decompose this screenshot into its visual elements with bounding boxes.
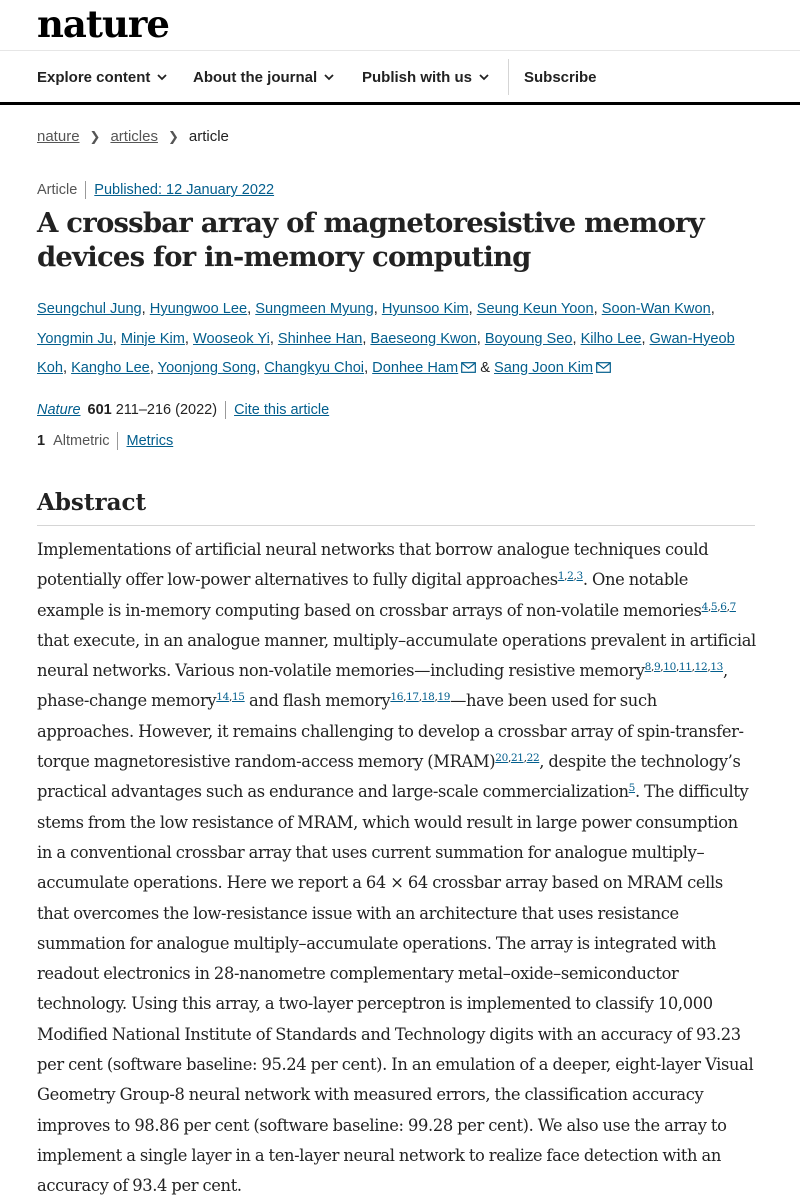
reference-link[interactable]: 22 bbox=[526, 752, 540, 765]
altmetric-count: 1 bbox=[37, 433, 46, 449]
breadcrumb-current: article bbox=[188, 128, 229, 145]
reference-link[interactable]: 3 bbox=[576, 570, 583, 583]
author-link[interactable]: Changkyu Choi bbox=[264, 360, 365, 376]
nav-explore-content[interactable] bbox=[37, 51, 168, 103]
article-title: A crossbar array of magnetoresistive memory devices for in-memory computing bbox=[37, 207, 704, 273]
reference-link[interactable]: 1 bbox=[557, 570, 565, 583]
reference-link[interactable]: 14 bbox=[216, 691, 229, 704]
author-link[interactable]: Hyungwoo Lee bbox=[149, 301, 248, 317]
cite-article-link[interactable]: Cite this article bbox=[234, 402, 330, 418]
reference-link[interactable]: 12 bbox=[694, 661, 708, 674]
meta-divider bbox=[117, 432, 118, 450]
breadcrumb-home[interactable]: nature bbox=[37, 128, 80, 145]
abstract-text: —have been used for such approaches. However, it remains challenging to develop a crossbar array of spin-transfer-torque magnetoresistive random-access memory (MRAM) bbox=[37, 691, 744, 772]
nature-logo[interactable]: nature bbox=[37, 2, 169, 46]
chevron-right-icon: ❯ bbox=[167, 128, 179, 144]
subscribe-label: Subscribe bbox=[524, 68, 597, 86]
nav-publish-with-us[interactable] bbox=[362, 51, 490, 103]
published-date-link[interactable]: Published: 12 January 2022 bbox=[94, 182, 275, 198]
pages: 211–216 (2022) bbox=[115, 402, 218, 418]
author-link[interactable]: Boyoung Seo bbox=[484, 330, 573, 347]
altmetric-label: Altmetric bbox=[53, 433, 110, 449]
author-link[interactable]: Baeseong Kwon bbox=[370, 330, 477, 347]
author-list: Seungchul Jung, Hyungwoo Lee, Sungmeen Myung, Hyunsoo Kim, Seung Keun Yoon, Soon-Wan Kwon, Yongmin Ju, Minje Kim, Wooseok Yi, Shinhee Han, Baeseong Kwon, Boyoung Seo, Kilho Lee, Gwan-Hyeob Koh, Kangho Lee, Yoonjong Song, Changkyu Choi, Donhee Ham & Sang Joon Kim bbox=[37, 301, 735, 376]
author-link[interactable]: Sang Joon Kim bbox=[494, 360, 594, 376]
author-link[interactable]: Wooseok Yi bbox=[193, 330, 270, 347]
reference-link[interactable]: 10 bbox=[663, 661, 676, 674]
reference-link[interactable]: 20 bbox=[495, 752, 508, 765]
abstract-text: , despite the technology’s practical advantages such as endurance and large-scale commercialization bbox=[37, 752, 741, 802]
citation-line bbox=[37, 401, 329, 419]
author-link[interactable]: Sungmeen Myung bbox=[255, 301, 374, 317]
meta-divider bbox=[225, 401, 226, 419]
mail-icon[interactable] bbox=[596, 362, 611, 373]
divider bbox=[37, 525, 755, 526]
reference-link[interactable]: 11 bbox=[678, 661, 692, 674]
reference-link[interactable]: 5 bbox=[710, 600, 718, 613]
mail-icon[interactable] bbox=[461, 362, 476, 373]
reference-link[interactable]: 16 bbox=[390, 691, 404, 704]
reference-link[interactable]: 15 bbox=[231, 691, 245, 704]
abstract-text: , phase-change memory bbox=[37, 661, 728, 711]
reference-link[interactable]: 7 bbox=[729, 600, 736, 613]
metrics-link[interactable]: Metrics bbox=[126, 433, 174, 449]
reference-link[interactable]: 6 bbox=[720, 600, 727, 613]
author-link[interactable]: Seungchul Jung bbox=[37, 301, 142, 317]
author-link[interactable]: Minje Kim bbox=[120, 330, 185, 347]
author-link[interactable]: Yongmin Ju bbox=[37, 330, 113, 347]
abstract-text: that execute, in an analogue manner, multiply–accumulate operations prevalent in artificial neural networks. Various non-volatile memories—including resistive memory bbox=[37, 630, 756, 681]
author-link[interactable]: Shinhee Han bbox=[277, 330, 363, 347]
author-link[interactable]: Seung Keun Yoon bbox=[476, 301, 594, 317]
reference-group: 8,9,10,11,12,13 bbox=[644, 661, 723, 674]
reference-link[interactable]: 17 bbox=[406, 691, 419, 704]
abstract-text: and flash memory bbox=[244, 691, 391, 711]
reference-link[interactable]: 19 bbox=[437, 691, 451, 704]
article-type: Article bbox=[37, 182, 78, 198]
reference-link[interactable]: 2 bbox=[567, 570, 574, 583]
breadcrumb-articles[interactable]: articles bbox=[110, 128, 158, 145]
subscribe-link[interactable] bbox=[524, 51, 597, 103]
chevron-down-icon bbox=[323, 71, 335, 83]
reference-link[interactable]: 9 bbox=[653, 661, 661, 674]
author-link[interactable]: Kangho Lee bbox=[71, 360, 150, 376]
abstract-body bbox=[37, 535, 757, 1195]
author-link[interactable]: Hyunsoo Kim bbox=[381, 301, 469, 317]
reference-link[interactable]: 18 bbox=[421, 691, 435, 704]
author-link[interactable]: Soon-Wan Kwon bbox=[601, 301, 711, 317]
reference-group: 1,2,3 bbox=[557, 570, 583, 583]
reference-group: 20,21,22 bbox=[495, 752, 540, 765]
author-and: & bbox=[480, 360, 490, 376]
chevron-down-icon bbox=[478, 71, 490, 83]
reference-group: 4,5,6,7 bbox=[701, 600, 736, 613]
author-link[interactable]: Donhee Ham bbox=[372, 360, 459, 376]
reference-link[interactable]: 8 bbox=[644, 661, 651, 674]
breadcrumb bbox=[37, 128, 229, 145]
reference-link[interactable]: 13 bbox=[710, 661, 723, 674]
author-link[interactable]: Yoonjong Song bbox=[157, 360, 257, 376]
nav-label: About the journal bbox=[193, 68, 318, 86]
abstract-heading: Abstract bbox=[37, 489, 147, 516]
journal-link[interactable]: Nature bbox=[37, 402, 81, 418]
volume: 601 bbox=[87, 402, 112, 418]
nav-label: Publish with us bbox=[362, 68, 473, 86]
author-link[interactable]: Gwan-Hyeob Koh bbox=[37, 330, 735, 376]
meta-divider bbox=[85, 181, 86, 199]
abstract-text: Implementations of artificial neural networks that borrow analogue techniques could potentially offer low-power alternatives to fully digital approaches bbox=[37, 540, 709, 590]
nav-about-journal[interactable] bbox=[193, 51, 335, 103]
reference-group: 14,15 bbox=[216, 691, 245, 704]
reference-link[interactable]: 4 bbox=[701, 600, 708, 613]
article-meta bbox=[37, 181, 274, 199]
top-navigation bbox=[0, 50, 800, 105]
chevron-right-icon: ❯ bbox=[89, 128, 101, 144]
nav-divider bbox=[508, 59, 509, 95]
abstract-text: . The difficulty stems from the low resistance of MRAM, which would result in large power consumption in a conventional crossbar array that uses current summation for analogue multiply–accumulate operations. Here we report a 64 × 64 crossbar array based on MRAM cells that overcomes the low-resistance issue with an architecture that uses resistance summation for analogue multiply–accumulate operations. The array is integrated with readout electronics in 28-nanometre complementary metal–oxide–semiconductor technology. Using this array, a two-layer perceptron is implemented to classify 10,000 Modified National Institute of Standards and Technology digits with an accuracy of 93.23 per cent (software baseline: 95.24 per cent). In an emulation of a deeper, eight-layer Visual Geometry Group-8 neural network with measured errors, the classification accuracy improves to 98.86 per cent (software baseline: 99.28 per cent). We also use the array to implement a single layer in a ten-layer neural network to realize face detection with an accuracy of 93.4 per cent. bbox=[37, 782, 754, 1195]
reference-group: 16,17,18,19 bbox=[390, 691, 451, 704]
reference-link[interactable]: 21 bbox=[510, 752, 524, 765]
nav-label: Explore content bbox=[37, 68, 151, 86]
abstract-text: . One notable example is in-memory computing based on crossbar arrays of non-volatile memories bbox=[37, 570, 702, 620]
metrics-line bbox=[37, 432, 173, 450]
chevron-down-icon bbox=[156, 71, 168, 83]
author-link[interactable]: Kilho Lee bbox=[580, 330, 642, 347]
reference-link[interactable]: 5 bbox=[628, 782, 636, 795]
